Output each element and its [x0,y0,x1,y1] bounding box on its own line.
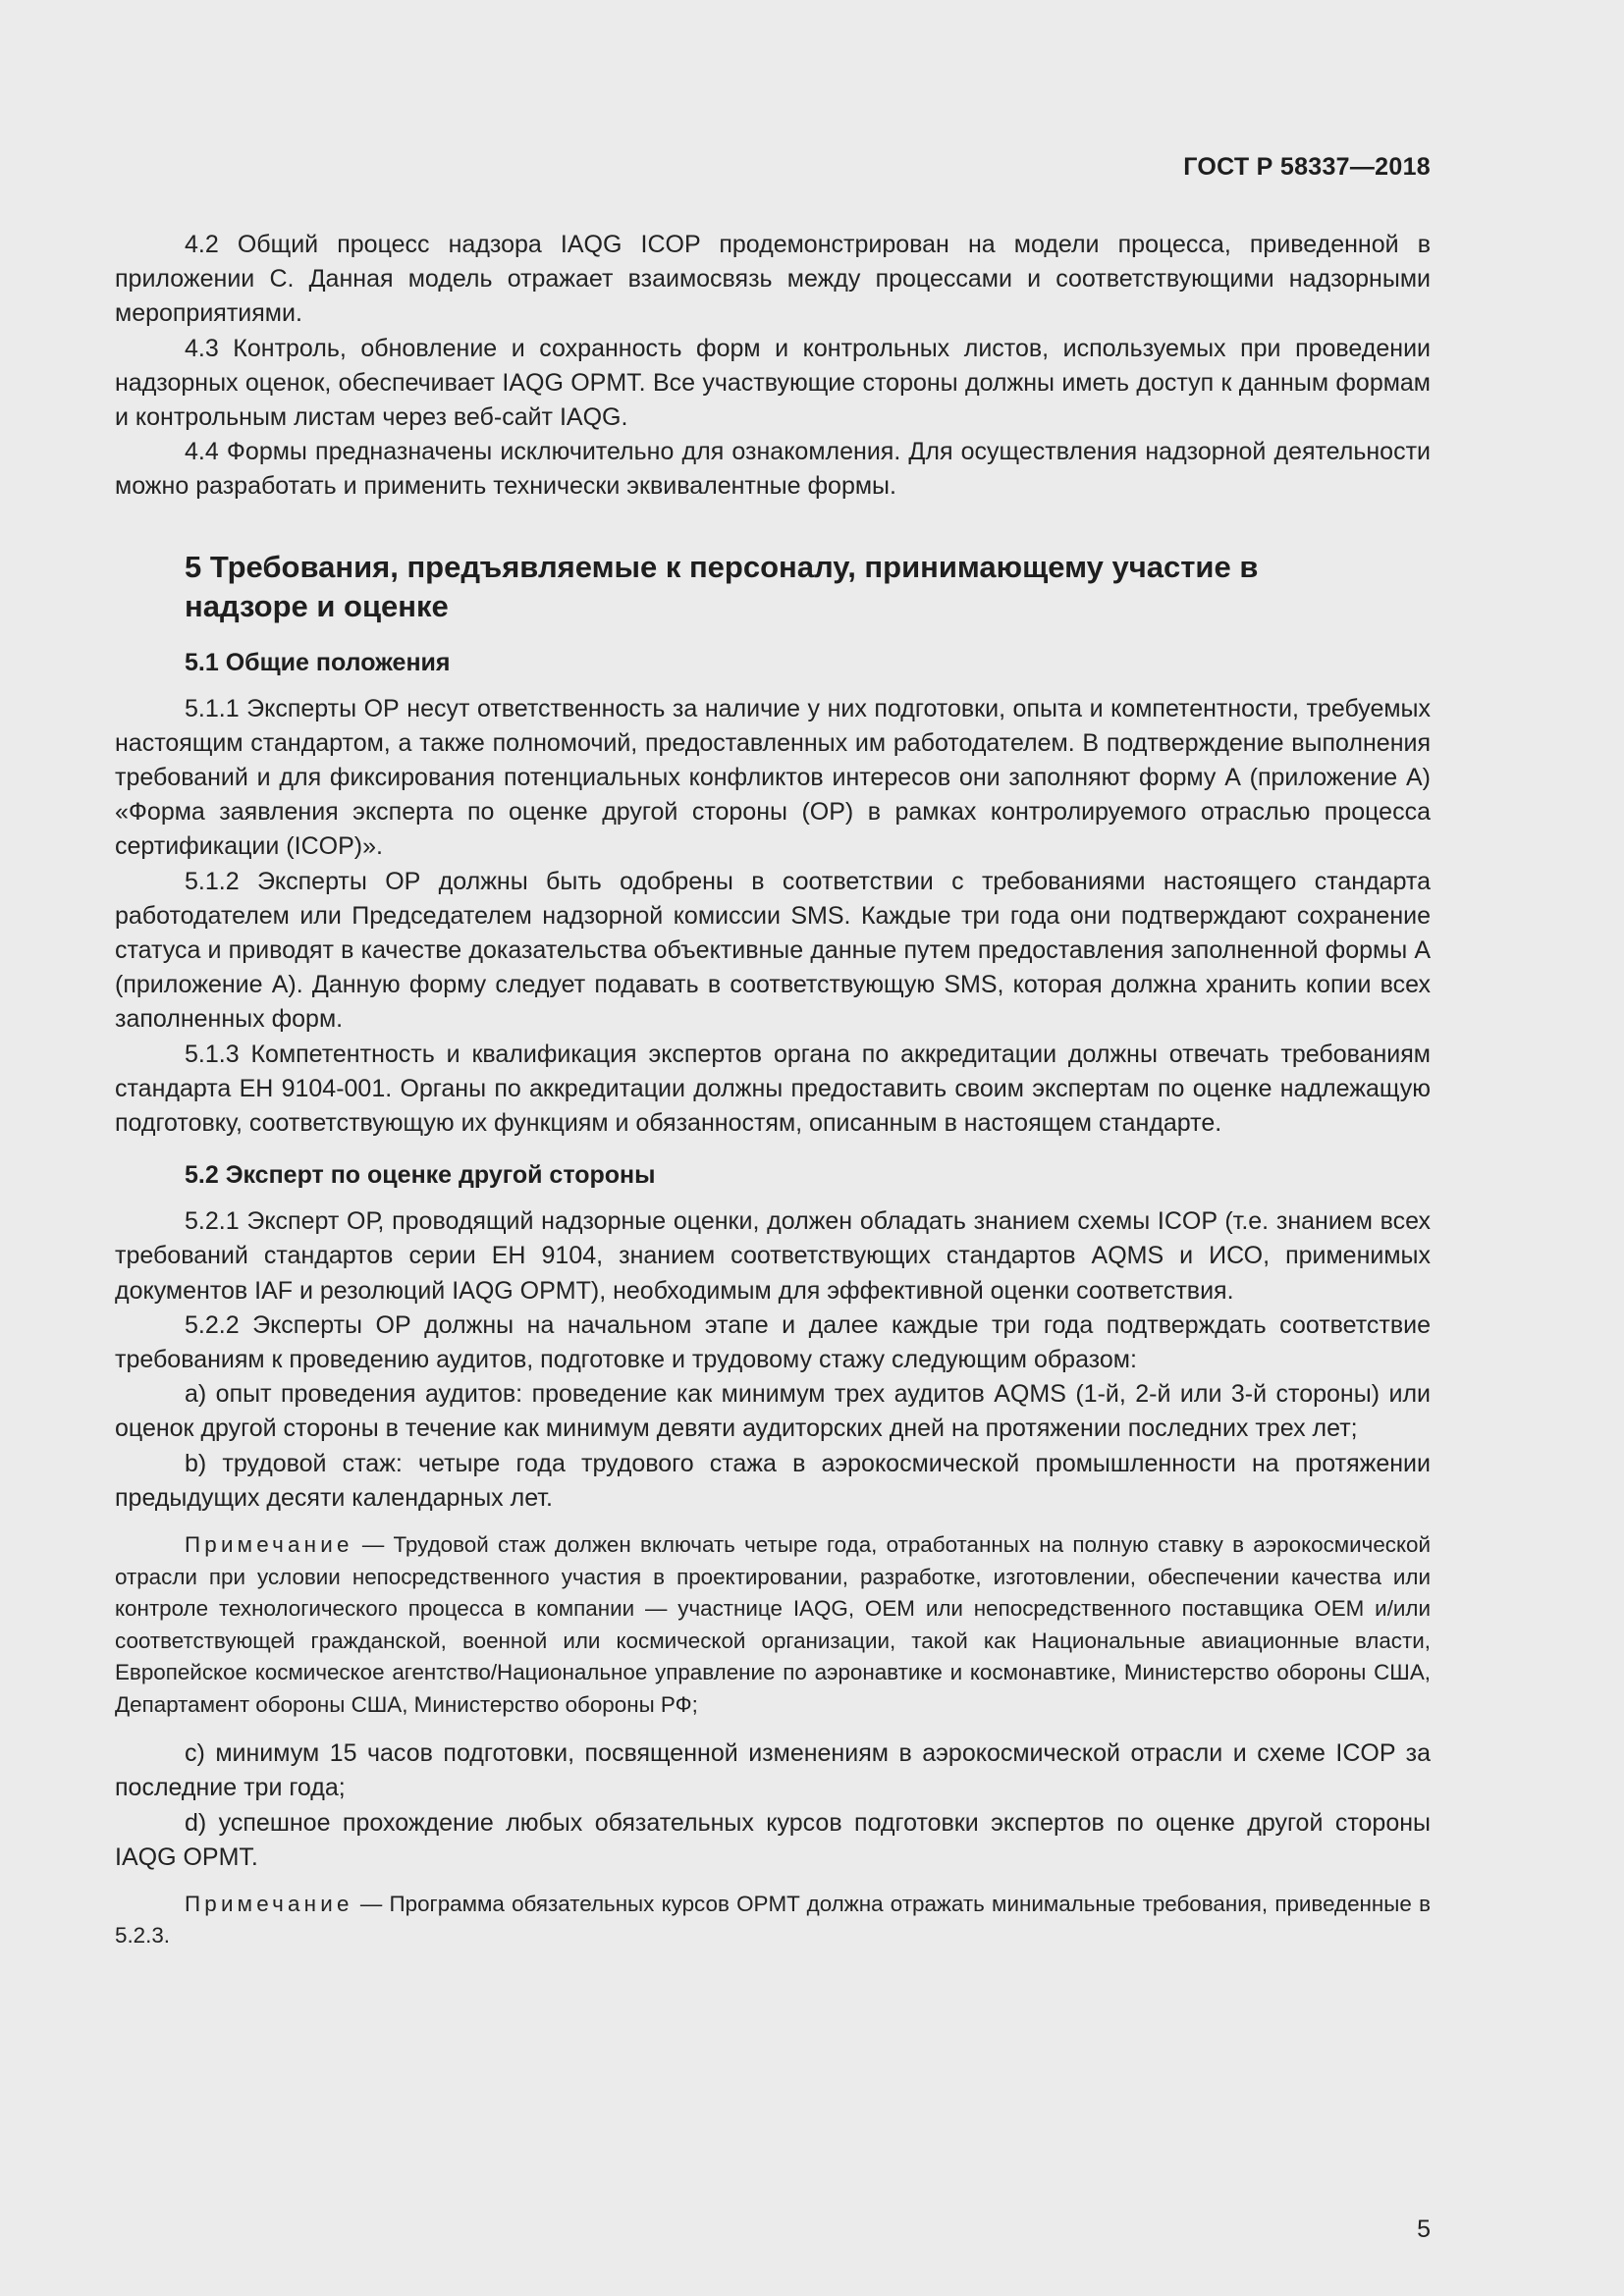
note-2 [115,1889,1431,1952]
list-item-c: c) минимум 15 часов подготовки, посвященной изменениям в аэрокосмической отрасли и схеме ICOP за последние три года; [115,1739,1431,1802]
section-5-title: 5 Требования, предъявляемые к персоналу, принимающему участие в надзоре и оценке [185,549,1259,623]
paragraph-4-2: 4.2 Общий процесс надзора IAQG ICOP продемонстрирован на модели процесса, приведенной в приложении С. Данная модель отражает взаимосвязь между процессами и соответствующими надзорными мероприятиями. [115,231,1431,328]
note-2-label: Примечание [185,1891,353,1916]
paragraph-4-4: 4.4 Формы предназначены исключительно для ознакомления. Для осуществления надзорной деятельности можно разработать и применить технически эквивалентные формы. [115,438,1431,501]
note-2-text: — Программа обязательных курсов OPMT должна отражать минимальные требования, приведенные в 5.2.3. [115,1891,1431,1949]
document-code-header: ГОСТ Р 58337—2018 [1183,153,1431,181]
paragraph-5-1-3: 5.1.3 Компетентность и квалификация экспертов органа по аккредитации должны отвечать требованиям стандарта ЕН 9104-001. Органы по аккредитации должны предоставить своим экспертам по оценке надлежащую подготовку, соответствующую их функциям и обязанностям, описанным в настоящем стандарте. [115,1040,1431,1138]
paragraph-5-1-1: 5.1.1 Эксперты ОР несут ответственность за наличие у них подготовки, опыта и компетентности, требуемых настоящим стандартом, а также полномочий, предоставленных им работодателем. В подтверждение выполнения требований и для фиксирования потенциальных конфликтов интересов они заполняют форму А (приложение А) «Форма заявления эксперта по оценке другой стороны (ОР) в рамках контролируемого отраслью процесса сертификации (ICOP)». [115,694,1431,861]
list-item-a: а) опыт проведения аудитов: проведение как минимум трех аудитов AQMS (1-й, 2-й или 3-й стороны) или оценок другой стороны в течение как минимум девяти аудиторских дней на протяжении последних трех лет; [115,1380,1431,1443]
subsection-5-1-title: 5.1 Общие положения [185,648,451,676]
paragraph-5-2-2: 5.2.2 Эксперты ОР должны на начальном этапе и далее каждые три года подтверждать соответствие требованиям к проведению аудитов, подготовке и трудовому стажу следующим образом: [115,1310,1431,1374]
document-page [115,147,1431,2243]
list-item-d: d) успешное прохождение любых обязательных курсов подготовки экспертов по оценке другой стороны IAQG OPMT. [115,1808,1431,1871]
note-1 [115,1529,1431,1721]
note-1-text: — Трудовой стаж должен включать четыре года, отработанных на полную ставку в аэрокосмической отрасли при условии непосредственного участия в проектировании, разработке, изготовлении, обеспечении качества или контроле технологического процесса в компании — участнице IAQG, OEM или непосредственного поставщика OEM и/или соответствующей гражданской, военной или космической организации, такой как Национальные авиационные власти, Европейское космическое агентство/Национальное управление по аэронавтике и космонавтике, Министерство обороны США, Департамент обороны США, Министерство обороны РФ; [115,1532,1431,1717]
paragraph-5-2-1: 5.2.1 Эксперт ОР, проводящий надзорные оценки, должен обладать знанием схемы ICOP (т.е. знанием всех требований стандартов серии ЕН 9104, знанием соответствующих стандартов AQMS и ИСО, применимых документов IAF и резолюций IAQG OPMT), необходимым для эффективной оценки соответствия. [115,1207,1431,1305]
paragraph-5-1-2: 5.1.2 Эксперты ОР должны быть одобрены в соответствии с требованиями настоящего стандарта работодателем или Председателем надзорной комиссии SMS. Каждые три года они подтверждают сохранение статуса и приводят в качестве доказательства объективные данные путем предоставления заполненной формы А (приложение А). Данную форму следует подавать в соответствующую SMS, которая должна хранить копии всех заполненных форм. [115,867,1431,1034]
list-item-b: b) трудовой стаж: четыре года трудового стажа в аэрокосмической промышленности на протяжении предыдущих десяти календарных лет. [115,1449,1431,1512]
paragraph-4-3: 4.3 Контроль, обновление и сохранность форм и контрольных листов, используемых при проведении надзорных оценок, обеспечивает IAQG OPMT. Все участвующие стороны должны иметь доступ к данным формам и контрольным листам через веб-сайт IAQG. [115,334,1431,432]
page-number: 5 [1417,2216,1431,2243]
note-1-label: Примечание [185,1532,353,1558]
subsection-5-2-title: 5.2 Эксперт по оценке другой стороны [185,1161,656,1190]
